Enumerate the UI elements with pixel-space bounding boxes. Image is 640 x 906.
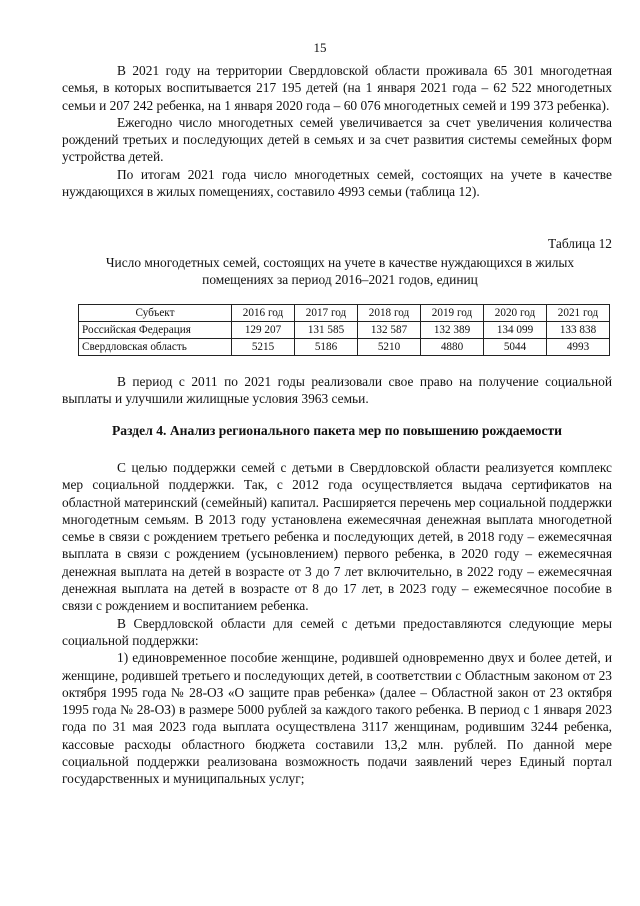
paragraph-families-growth: Ежегодно число многодетных семей увеличивается за счет увеличения количества рождений третьих и последующих детей в семьях и за счет развития системы семейных форм устройства детей. <box>62 114 612 165</box>
cell-value: 5210 <box>358 339 421 356</box>
paragraph-housing-queue: По итогам 2021 года число многодетных семей, состоящих на учете в качестве нуждающихся в жилых помещениях, составило 4993 семьи (таблица 12). <box>62 166 612 200</box>
cell-value: 4993 <box>547 339 610 356</box>
cell-value: 5186 <box>295 339 358 356</box>
header-2021: 2021 год <box>547 305 610 322</box>
section-text <box>62 459 612 788</box>
cell-value: 132 587 <box>358 322 421 339</box>
cell-value: 134 099 <box>484 322 547 339</box>
paragraph-social-payment: В период с 2011 по 2021 годы реализовали свое право на получение социальной выплаты и улучшили жилищные условия 3963 семьи. <box>62 374 612 407</box>
header-2017: 2017 год <box>295 305 358 322</box>
cell-subject: Свердловская область <box>79 339 232 356</box>
cell-value: 132 389 <box>421 322 484 339</box>
table-label: Таблица 12 <box>548 236 612 251</box>
header-subject: Субъект <box>79 305 232 322</box>
section-heading: Раздел 4. Анализ регионального пакета мер по повышению рождаемости <box>111 423 563 438</box>
table-row <box>79 339 610 356</box>
cell-value: 5044 <box>484 339 547 356</box>
table-caption: Число многодетных семей, состоящих на учете в качестве нуждающихся в жилых помещениях за период 2016–2021 годов, единиц <box>105 255 575 288</box>
paragraph-lump-sum-benefit: 1) единовременное пособие женщине, родившей одновременно двух и более детей, и женщине, родившей третьего и последующих детей, в соответствии с Областным законом от 23 октября 1995 года № 28-ОЗ «О защите прав ребенка» (далее – Областной закон от 23 октября 1995 года № 28-ОЗ) в размере 5000 рублей за каждого такого ребенка. В период с 1 января 2023 года по 31 мая 2023 года выплата осуществлена 3117 женщинам, родившим 3244 ребенка, кассовые расходы областного бюджета составили 13,2 млн. рублей. По данной мере социальной поддержки реализована возможность подачи заявлений через Единый портал государственных и муниципальных услуг; <box>62 650 612 787</box>
intro-text <box>62 62 612 200</box>
paragraph-support-measures: В Свердловской области для семей с детьми предоставляются следующие меры социальной поддержки: <box>62 615 612 648</box>
cell-value: 5215 <box>232 339 295 356</box>
table-header-row <box>79 305 610 322</box>
header-2019: 2019 год <box>421 305 484 322</box>
header-2018: 2018 год <box>358 305 421 322</box>
after-table-text <box>62 373 612 408</box>
cell-subject: Российская Федерация <box>79 322 232 339</box>
families-housing-table <box>78 304 610 356</box>
paragraph-support-complex: С целью поддержки семей с детьми в Свердловской области реализуется комплекс мер социальной поддержки. Так, с 2012 года осуществляется выдача сертификатов на областной материнский (семейный) капитал. Расширяется перечень мер социальной поддержки многодетным семьям. В 2013 году установлена ежемесячная денежная выплата многодетной семье в связи с рождением третьего ребенка и последующих детей, в 2018 году – ежемесячная выплата в связи с рождением (усыновлением) первого ребенка, в 2020 году – ежемесячная денежная выплата на детей в возрасте от 3 до 7 лет включительно, в 2022 году – ежемесячная денежная выплата на детей в возрасте от 8 до 17 лет, в 2023 году – ежемесячное пособие в связи с рождением и воспитанием ребенка. <box>62 460 612 614</box>
page-number: 15 <box>313 40 327 55</box>
cell-value: 129 207 <box>232 322 295 339</box>
cell-value: 131 585 <box>295 322 358 339</box>
header-2020: 2020 год <box>484 305 547 322</box>
table-row <box>79 322 610 339</box>
header-2016: 2016 год <box>232 305 295 322</box>
cell-value: 133 838 <box>547 322 610 339</box>
cell-value: 4880 <box>421 339 484 356</box>
paragraph-families-count: В 2021 году на территории Свердловской области проживала 65 301 многодетная семья, в которых воспитывается 217 195 детей (на 1 января 2021 года – 62 522 многодетных семьи и 207 242 ребенка, на 1 января 2020 года – 60 076 многодетных семей и 199 373 ребенка). <box>62 63 612 113</box>
